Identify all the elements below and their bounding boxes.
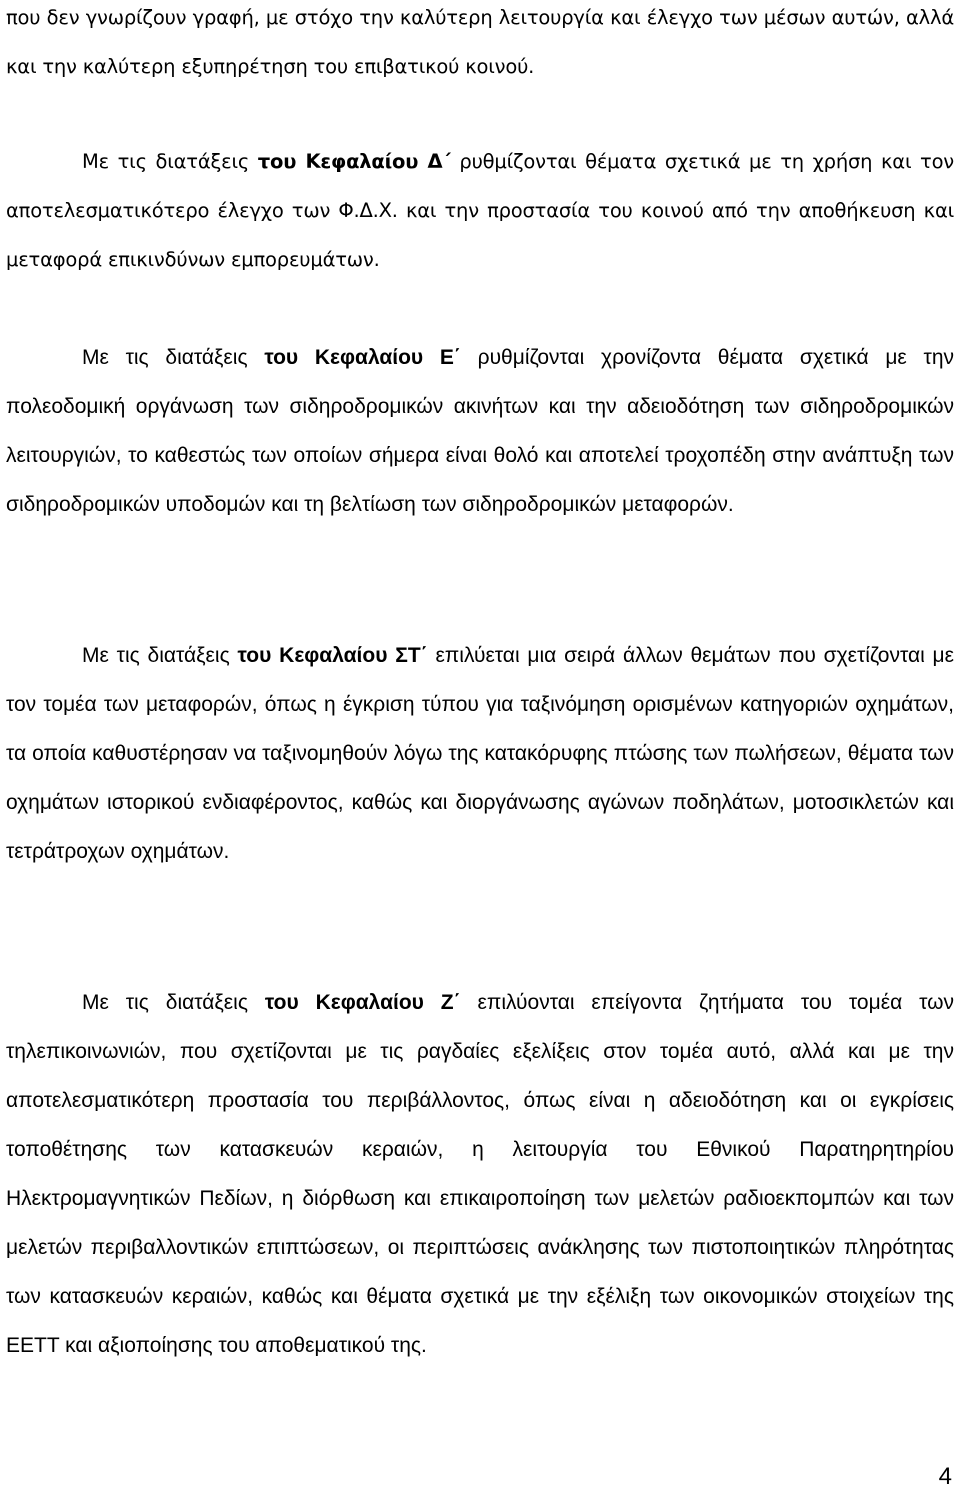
- chapter-reference: του Κεφαλαίου Δ΄: [257, 150, 451, 173]
- chapter-reference: του Κεφαλαίου ΣΤ΄: [237, 644, 428, 667]
- page-number: 4: [938, 1463, 952, 1490]
- paragraph-text: επιλύονται επείγοντα ζητήματα του τομέα των τηλεπικοινωνιών, που σχετίζονται με τις ραγδαίες εξελίξεις στον τομέα αυτό, αλλά και με την αποτελεσματικότερη προστασία του περιβάλλοντος, όπως είναι η αδειοδότηση και οι εγκρίσεις τοποθέτησης των κατασκευών κεραιών, η λειτουργία του Εθνικού Παρατηρητηρίου Ηλεκτρομαγνητικών Πεδίων, η διόρθωση και επικαιροποίηση των μελετών ραδιοεκπομπών και των μελετών περιβαλλοντικών επιπτώσεων, οι περιπτώσεις ανάκλησης των πιστοποιητικών πληρότητας των κατασκευών κεραιών, καθώς και θέματα σχετικά με την εξέλιξη των οικονομικών στοιχείων της ΕΕΤΤ και αξιοποίησης του αποθεματικού της.: [6, 991, 955, 1357]
- paragraph-chapter-st: [6, 631, 954, 876]
- paragraph-lead: Με τις διατάξεις: [82, 644, 238, 667]
- paragraph-lead: Με τις διατάξεις: [82, 150, 258, 173]
- paragraph-text: ρυθμίζονται θέματα σχετικά με τη χρήση και τον αποτελεσματικότερο έλεγχο των Φ.Δ.Χ. και την προστασία του κοινού από την αποθήκευση και μεταφορά επικινδύνων εμπορευμάτων.: [6, 150, 954, 271]
- paragraph-intro-continuation: [6, 0, 954, 91]
- paragraph-chapter-z: [6, 978, 954, 1370]
- paragraph-chapter-e: [6, 333, 954, 529]
- paragraph-lead: Με τις διατάξεις: [82, 991, 265, 1014]
- chapter-reference: του Κεφαλαίου Ζ΄: [264, 991, 461, 1014]
- paragraph-text: επιλύεται μια σειρά άλλων θεμάτων που σχετίζονται με τον τομέα των μεταφορών, όπως η έγκριση τύπου για ταξινόμηση ορισμένων κατηγοριών οχημάτων, τα οποία καθυστέρησαν να ταξινομηθούν λόγω της κατακόρυφης πτώσης των πωλήσεων, θέματα των οχημάτων ιστορικού ενδιαφέροντος, καθώς και διοργάνωσης αγώνων ποδηλάτων, μοτοσικλετών και τετράτροχων οχημάτων.: [6, 644, 955, 863]
- chapter-reference: του Κεφαλαίου Ε΄: [264, 346, 461, 369]
- paragraph-lead: Με τις διατάξεις: [82, 346, 265, 369]
- paragraph-text: ρυθμίζονται χρονίζοντα θέματα σχετικά με την πολεοδομική οργάνωση των σιδηροδρομικών ακινήτων και την αδειοδότηση των σιδηροδρομικών λειτουργιών, το καθεστώς των οποίων σήμερα είναι θολό και αποτελεί τροχοπέδη στην ανάπτυξη των σιδηροδρομικών υποδομών και τη βελτίωση των σιδηροδρομικών μεταφορών.: [6, 346, 954, 516]
- paragraph-chapter-d: [6, 137, 954, 284]
- paragraph-text: που δεν γνωρίζουν γραφή, με στόχο την καλύτερη λειτουργία και έλεγχο των μέσων αυτών, αλλά και την καλύτερη εξυπηρέτηση του επιβατικού κοινού.: [6, 6, 954, 78]
